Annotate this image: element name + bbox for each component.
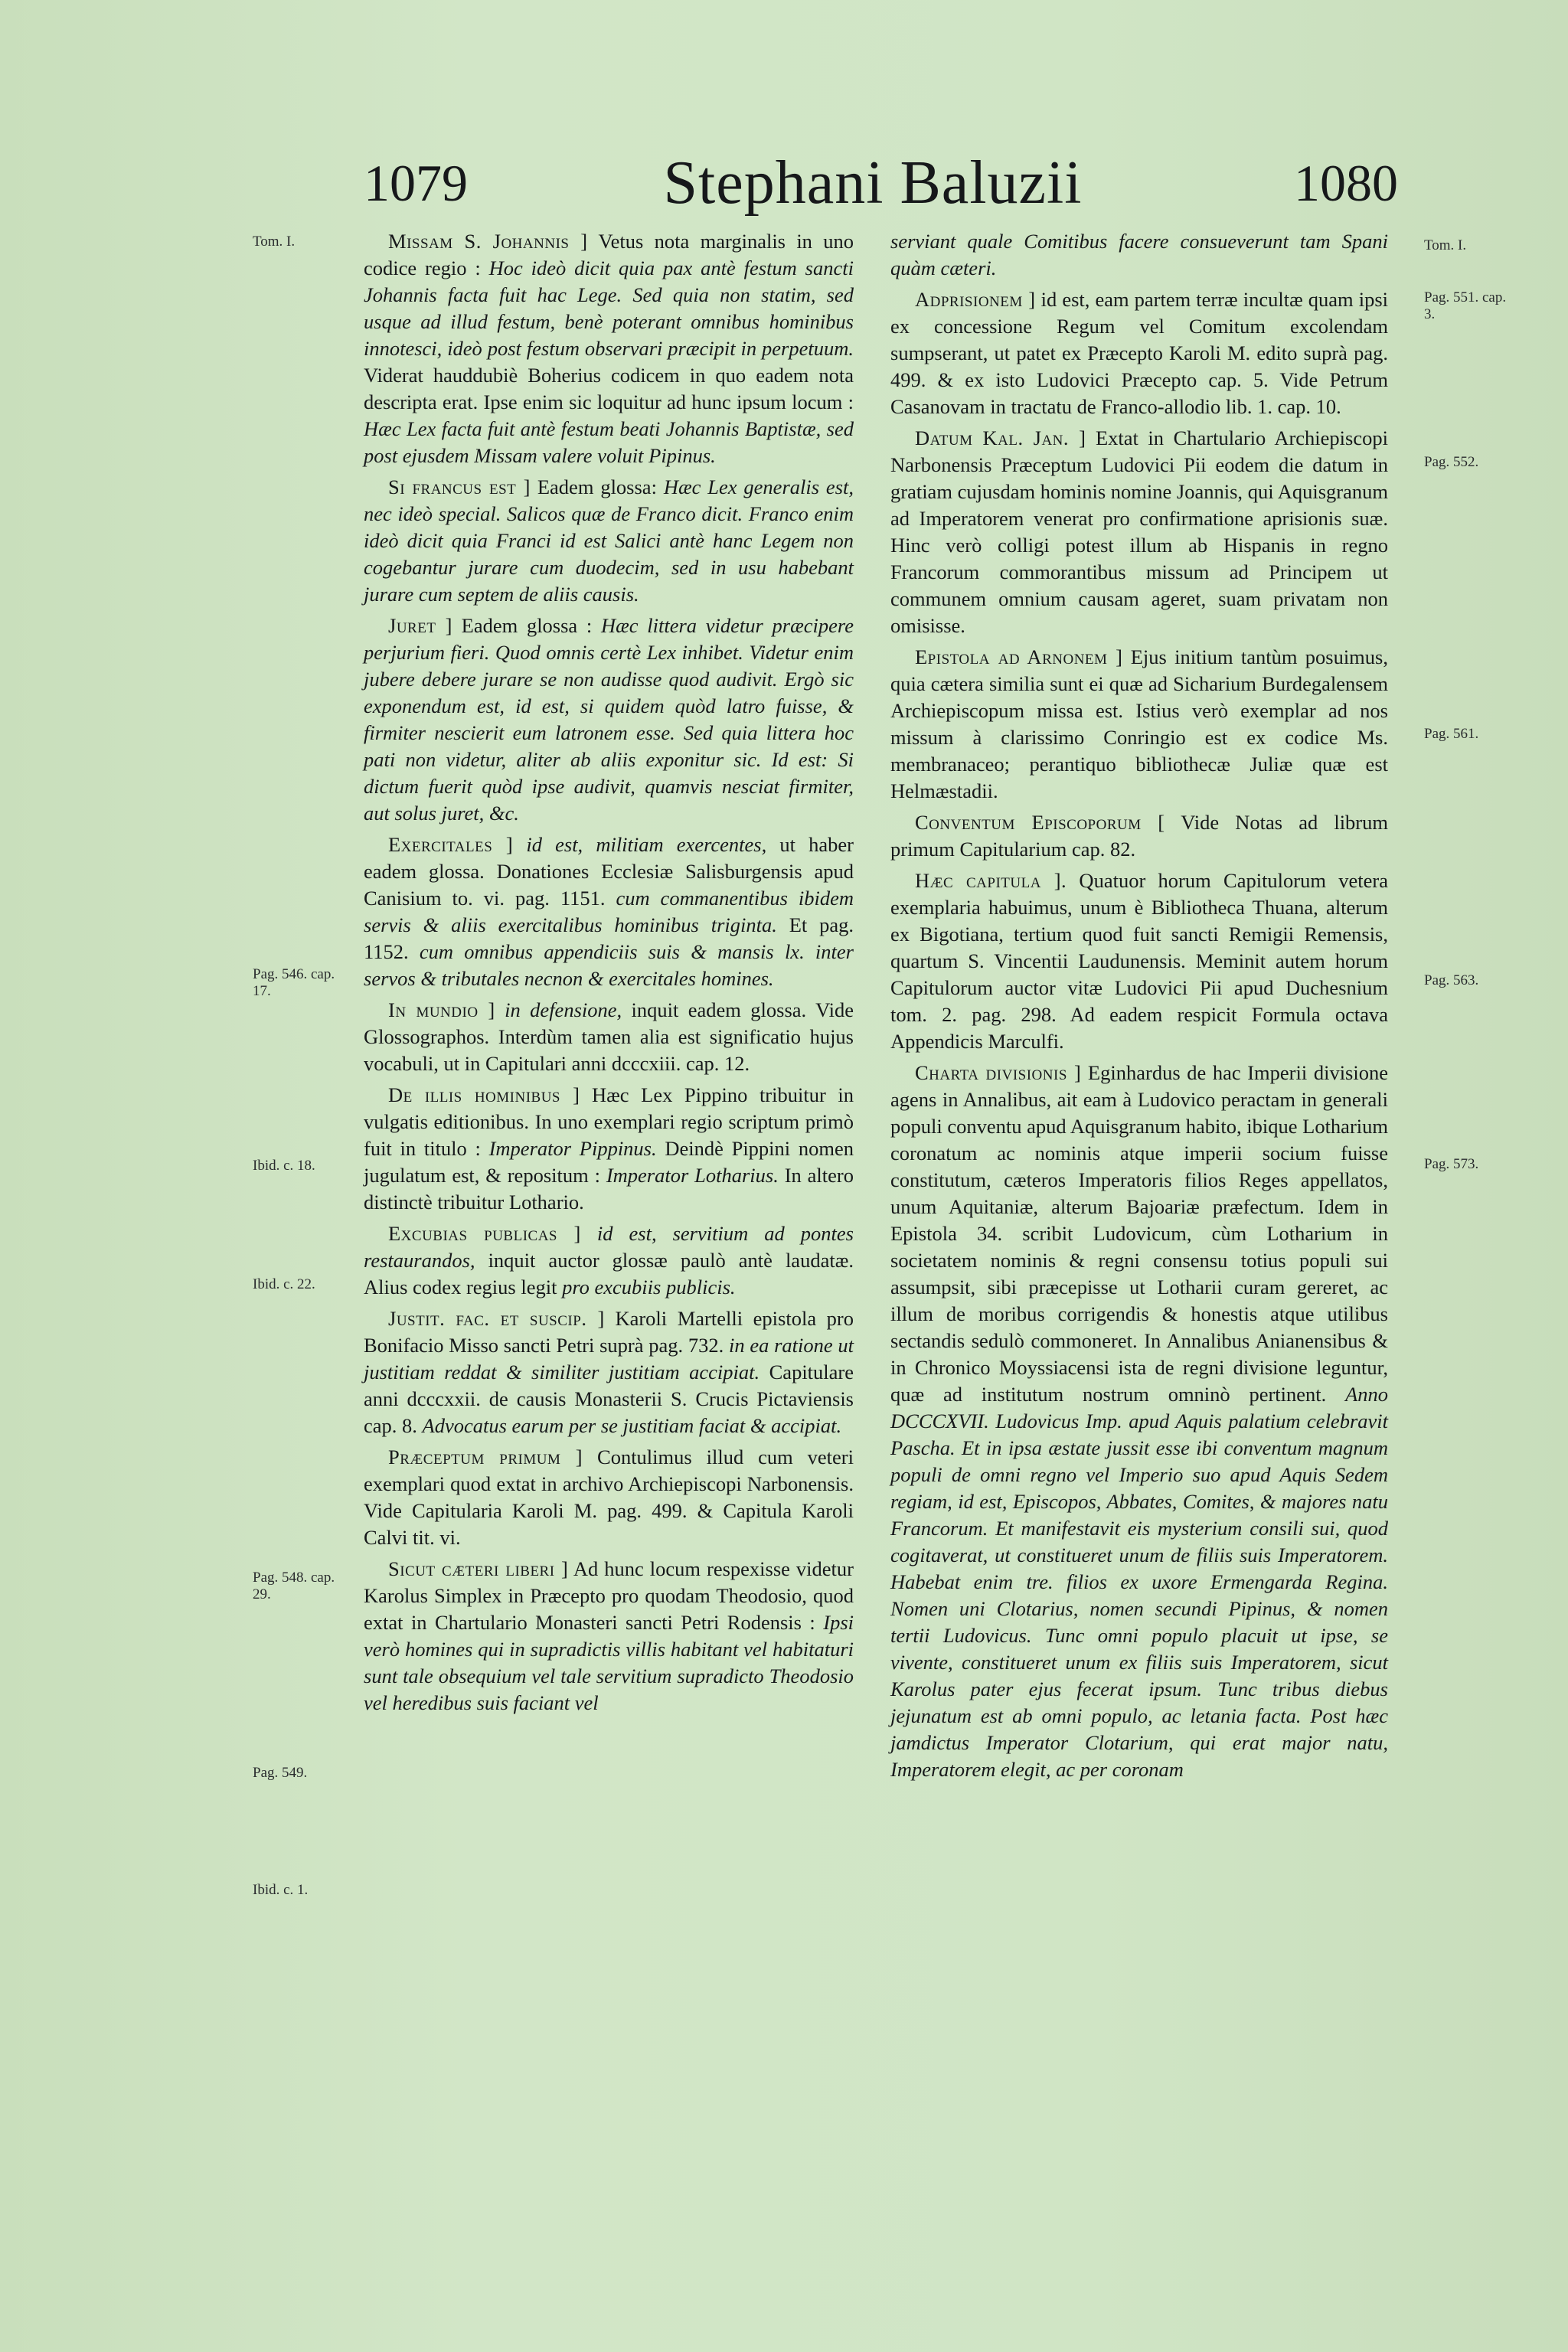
running-title: Stephani Baluzii: [663, 149, 1083, 217]
margin-note-right: Pag. 561.: [1424, 726, 1479, 742]
lemma: Sicut cæteri liberi ]: [388, 1557, 569, 1580]
lemma: Justit. fac. et suscip. ]: [388, 1307, 605, 1330]
margin-note-left: Ibid. c. 18.: [253, 1158, 315, 1174]
lemma: Juret ]: [388, 614, 452, 637]
text-column-right: [890, 228, 1388, 1788]
lemma: In mundio ]: [388, 998, 495, 1021]
margin-note-left: Pag. 549.: [253, 1765, 308, 1781]
margin-note-left: Pag. 548. cap. 29.: [253, 1570, 335, 1602]
lemma: Exercitales ]: [388, 833, 514, 856]
lemma: Adprisionem ]: [915, 288, 1036, 311]
lemma: Conventum Episcoporum [: [915, 811, 1165, 834]
lemma: De illis hominibus ]: [388, 1083, 580, 1106]
page-number-right: 1080: [1294, 154, 1398, 212]
paragraph: Præceptum primum ] Contulimus illud cum veteri exemplari quod extat in archivo Archiepiscopi Narbonensis. Vide Capitularia Karoli M. pag. 499. & Capitula Karoli Calvi tit. vi.: [364, 1446, 854, 1549]
paragraph: Missam S. Johannis ] Vetus nota marginalis in uno codice regio : Hoc ideò dicit quia pax antè festum sancti Johannis facta fuit hac Lege. Sed quia non statim, sed usque ad illud festum, benè poterant omnibus hominibus innotesci, ideò post festum observari præcipit in perpetuum. Viderat hauddubiè Boherius codicem in quo eadem nota descripta erat. Ipse enim sic loquitur ad hunc ipsum locum : Hæc Lex facta fuit antè festum beati Johannis Baptistæ, sed post ejusdem Missam valere voluit Pipinus.: [364, 230, 854, 467]
paragraph: Excubias publicas ] id est, servitium ad pontes restaurandos, inquit auctor glossæ paulò antè laudatæ. Alius codex regius legit pro excubiis publicis.: [364, 1222, 854, 1298]
lemma: Si francus est ]: [388, 475, 531, 498]
paragraph: Si francus est ] Eadem glossa: Hæc Lex generalis est, nec ideò special. Salicos quæ de Franco dicit. Franco enim ideò dicit quia Franci id est Salici antè hanc Legem non cogebantur jurare cum duodecim, sed in usu habebant jurare cum septem de aliis causis.: [364, 475, 854, 606]
lemma: Hæc capitula ].: [915, 869, 1067, 892]
page-number-left: 1079: [364, 154, 468, 212]
margin-note-right: Pag. 573.: [1424, 1156, 1479, 1172]
paragraph: Charta divisionis ] Eginhardus de hac Imperii divisione agens in Annalibus, ait eam à Ludovico peractam in generali populi conventu apud Aquisgranum habito, ibique Lotharium coronatum ac nominis atque imperii socium fuisse constitutum, cæteros Imperatoris filios Reges appellatos, unum Aquitaniæ, alterum Bajoariæ præfectum. Idem in Epistola 34. scribit Ludovicum, cùm Lotharium in societatem nominis & regni consensu totius populi sui assumpsit, sibi præcepisse ut Lotharii curam gereret, ac illum de moribus corrigendis & honestis atque utilibus sectandis sedulò commoneret. In Annalibus Anianensibus & in Chronico Moyssiacensi ista de regni divisione leguntur, quæ ad institutum nostrum omninò pertinent. Anno DCCCXVII. Ludovicus Imp. apud Aquis palatium celebravit Pascha. Et in ipsa æstate jussit esse ibi conventum magnum populi de omni regno vel Imperio suo apud Aquis Sedem regiam, id est, Episcopos, Abbates, Comites, & majores natu Francorum. Et manifestavit eis mysterium consili sui, quod cogitaverat, ut constitueret unum de filiis suis Imperatorem. Habebat enim tre. filios ex uxore Ermengarda Regina. Nomen uni Clotarius, nomen secundi Pipinus, & nomen tertii Ludovicus. Tunc omni populo placuit ut ipse, se vivente, constitueret unum ex filiis suis Imperatorem, sicut Karolus pater ejus fecerat ipsum. Tunc tribus diebus jejunatum est ab omni populo, ac letania facta. Post hæc jamdictus Imperator Clotarium, qui erat major natu, Imperatorem elegit, ac per coronam: [890, 1061, 1388, 1781]
lemma: Charta divisionis ]: [915, 1061, 1082, 1084]
margin-note-left: Ibid. c. 22.: [253, 1276, 315, 1292]
margin-note-right: Pag. 563.: [1424, 972, 1479, 988]
paragraph: Epistola ad Arnonem ] Ejus initium tantùm posuimus, quia cætera similia sunt ei quæ ad Sicharium Burdegalensem Archiepiscopum missa est. Istius verò exemplar ad nos missum à clarissimo Conringio est ex codice Ms. membranaceo; perantiquo bibliothecæ Juliæ quæ est Helmæstadii.: [890, 645, 1388, 802]
page-header: [0, 149, 1568, 230]
lemma: Datum Kal. Jan. ]: [915, 426, 1086, 449]
margin-note-right: Tom. I.: [1424, 237, 1467, 253]
margin-note-right: Pag. 552.: [1424, 454, 1479, 470]
paragraph: In mundio ] in defensione, inquit eadem glossa. Vide Glossographos. Interdùm tamen alia est significatio hujus vocabuli, ut in Capitulari anni dcccxiii. cap. 12.: [364, 998, 854, 1075]
text-column-left: [364, 228, 854, 1721]
paragraph: Exercitales ] id est, militiam exercentes, ut haber eadem glossa. Donationes Ecclesiæ Salisburgensis apud Canisium to. vi. pag. 1151. cum commanentibus ibidem servis & aliis exercitalibus hominibus triginta. Et pag. 1152. cum omnibus appendiciis suis & mansis lx. inter servos & tributales necnon & exercitales homines.: [364, 833, 854, 990]
lemma: Excubias publicas ]: [388, 1222, 581, 1245]
margin-note-right: Pag. 551. cap. 3.: [1424, 289, 1507, 322]
margin-note-left: Ibid. c. 1.: [253, 1882, 309, 1898]
paragraph: Datum Kal. Jan. ] Extat in Chartulario Archiepiscopi Narbonensis Præceptum Ludovici Pii eodem die datum in gratiam cujusdam hominis nomine Joannis, qui Aquisgranum ad Imperatorem venerat pro confirmatione aprisionis suæ. Hinc verò colligi potest illum ab Hispanis in regno Francorum commorantibus missum ad Principem ut communem omnium causam ageret, suam privatam non omisisse.: [890, 426, 1388, 637]
paragraph: De illis hominibus ] Hæc Lex Pippino tribuitur in vulgatis editionibus. In uno exemplari regio scriptum primò fuit in titulo : Imperator Pippinus. Deindè Pippini nomen jugulatum est, & repositum : Imperator Lotharius. In altero distinctè tribuitur Lothario.: [364, 1083, 854, 1214]
paragraph: Sicut cæteri liberi ] Ad hunc locum respexisse videtur Karolus Simplex in Præcepto pro quodam Theodosio, quod extat in Chartulario Monasteri sancti Petri Rodensis : Ipsi verò homines qui in supradictis villis habitant vel habitaturi sunt tale obsequium vel tale servitium supradicto Theodosio vel heredibus suis faciant vel: [364, 1557, 854, 1714]
paragraph: Juret ] Eadem glossa : Hæc littera videtur præcipere perjurium fieri. Quod omnis certè Lex inhibet. Videtur enim jubere debere jurare se non audisse quod audivit. Ergò sic exponendum est, id est, si quidem quòd latro fuisse, & firmiter nescierit eum latronem esse. Sed quia littera hoc pati non videtur, aliter ab aliis exponitur sic. Id est: Si dictum fuerit quòd ipse audivit, quamvis nesciat firmiter, aut solus juret, &c.: [364, 614, 854, 825]
paragraph: serviant quale Comitibus facere consueverunt tam Spani quàm cæteri.: [890, 230, 1388, 279]
paragraph: Adprisionem ] id est, eam partem terræ incultæ quam ipsi ex concessione Regum vel Comitum excolendam sumpserant, ut patet ex Præcepto Karoli M. edito suprà pag. 499. & ex isto Ludovici Præcepto cap. 5. Vide Petrum Casanovam in tractatu de Franco-allodio lib. 1. cap. 10.: [890, 288, 1388, 418]
margin-note-left: Tom. I.: [253, 234, 296, 250]
paragraph: Hæc capitula ]. Quatuor horum Capitulorum vetera exemplaria habuimus, unum è Bibliotheca Thuana, alterum ex Bigotiana, tertium quod fuit sancti Remigii Remensis, quartum S. Vincentii Laudunensis. Meminit autem horum Capitulorum auctor vitæ Ludovici Pii apud Duchesnium tom. 2. pag. 298. Ad eadem respicit Formula octava Appendicis Marculfi.: [890, 869, 1388, 1053]
paragraph: Justit. fac. et suscip. ] Karoli Martelli epistola pro Bonifacio Misso sancti Petri suprà pag. 732. in ea ratione ut justitiam reddat & similiter justitiam accipiat. Capitulare anni dcccxxii. de causis Monasterii S. Crucis Pictaviensis cap. 8. Advocatus earum per se justitiam faciat & accipiat.: [364, 1307, 854, 1437]
paragraph: Conventum Episcoporum [ Vide Notas ad librum primum Capitularium cap. 82.: [890, 811, 1388, 861]
lemma: Missam S. Johannis ]: [388, 230, 588, 253]
lemma: Præceptum primum ]: [388, 1446, 583, 1468]
lemma: Epistola ad Arnonem ]: [915, 645, 1123, 668]
margin-note-left: Pag. 546. cap. 17.: [253, 966, 335, 999]
